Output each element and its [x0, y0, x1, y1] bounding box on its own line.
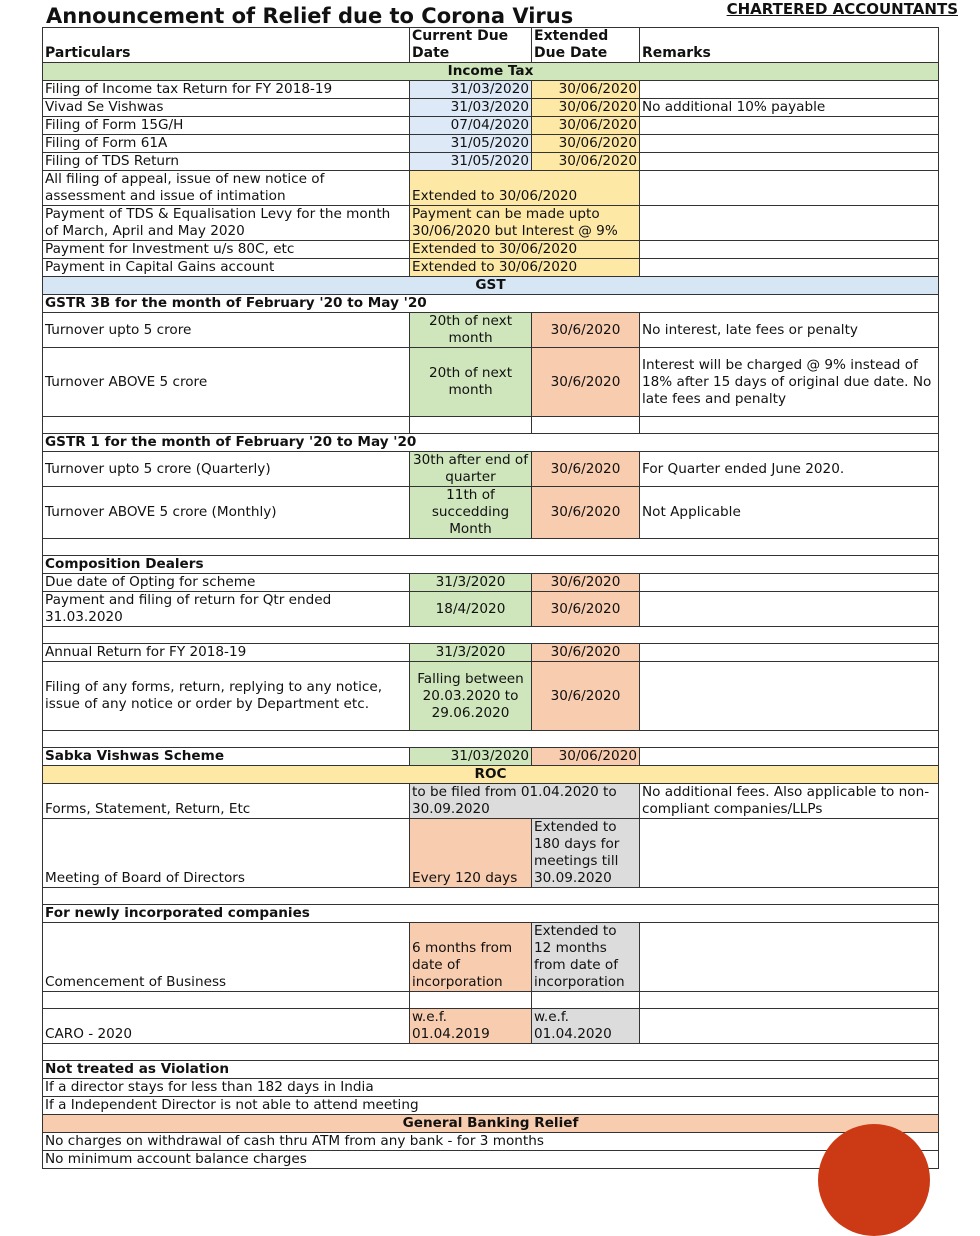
current-date-cell: 31/3/2020 [410, 574, 532, 592]
subheading-gstr3b: GSTR 3B for the month of February '20 to May '20 [43, 295, 939, 313]
header-current-due-date: Current Due Date [410, 28, 532, 63]
subheading-new-companies: For newly incorporated companies [43, 905, 939, 923]
extended-date-cell: 30/06/2020 [532, 135, 640, 153]
particulars-cell: Annual Return for FY 2018-19 [43, 644, 410, 662]
table-row [43, 153, 939, 171]
current-date-cell: w.e.f. 01.04.2019 [410, 1009, 532, 1044]
merged-date-cell: Extended to 30/06/2020 [410, 259, 640, 277]
table-row [43, 81, 939, 99]
seal-circle [818, 1124, 930, 1236]
merged-date-cell: to be filed from 01.04.2020 to 30.09.2020 [410, 784, 640, 819]
particulars-cell: Turnover ABOVE 5 crore [43, 348, 410, 417]
header-remarks: Remarks [640, 28, 939, 63]
particulars-cell: Payment in Capital Gains account [43, 259, 410, 277]
particulars-cell: CARO - 2020 [43, 1009, 410, 1044]
current-date-cell: Falling between 20.03.2020 to 29.06.2020 [410, 662, 532, 731]
particulars-cell: Filing of Form 15G/H [43, 117, 410, 135]
particulars-cell: Due date of Opting for scheme [43, 574, 410, 592]
page-title: Announcement of Relief due to Corona Virus [46, 4, 574, 28]
current-date-cell: 11th of succedding Month [410, 487, 532, 539]
list-item: If a Independent Director is not able to attend meeting [43, 1097, 939, 1115]
remarks-cell [640, 1009, 939, 1044]
current-date-cell: Every 120 days [410, 819, 532, 888]
particulars-cell: Payment and filing of return for Qtr ended 31.03.2020 [43, 592, 410, 627]
header-particulars: Particulars [43, 28, 410, 63]
remarks-cell: No additional 10% payable [640, 99, 939, 117]
particulars-cell: Forms, Statement, Return, Etc [43, 784, 410, 819]
list-item: No charges on withdrawal of cash thru ATM from any bank - for 3 months [43, 1133, 939, 1151]
table-row [43, 241, 939, 259]
section-income-tax: Income Tax [43, 63, 939, 81]
spacer-row [43, 539, 939, 556]
current-date-cell: 31/03/2020 [410, 99, 532, 117]
remarks-cell [640, 644, 939, 662]
particulars-cell: Payment for Investment u/s 80C, etc [43, 241, 410, 259]
remarks-cell [640, 241, 939, 259]
extended-date-cell: Extended to 180 days for meetings till 30.09.2020 [532, 819, 640, 888]
particulars-cell: Comencement of Business [43, 923, 410, 992]
current-date-cell: 20th of next month [410, 313, 532, 348]
remarks-cell: Interest will be charged @ 9% instead of 18% after 15 days of original due date. No late fees and penalty [640, 348, 939, 417]
remarks-cell [640, 662, 939, 731]
table-row [43, 923, 939, 992]
firm-name: CHARTERED ACCOUNTANTS [726, 0, 958, 18]
merged-date-cell: Extended to 30/06/2020 [410, 241, 640, 259]
table-row [43, 313, 939, 348]
extended-date-cell: 30/06/2020 [532, 81, 640, 99]
table-row [43, 135, 939, 153]
extended-date-cell: 30/06/2020 [532, 748, 640, 766]
spacer-row [43, 417, 939, 434]
remarks-cell [640, 923, 939, 992]
particulars-cell: Filing of TDS Return [43, 153, 410, 171]
table-row [43, 99, 939, 117]
table-row [43, 452, 939, 487]
subheading-violation: Not treated as Violation [43, 1061, 939, 1079]
remarks-cell [640, 135, 939, 153]
current-date-cell: 31/05/2020 [410, 153, 532, 171]
table-row [43, 487, 939, 539]
spacer-row [43, 1044, 939, 1061]
extended-date-cell: 30/06/2020 [532, 153, 640, 171]
table-row [43, 644, 939, 662]
current-date-cell: 6 months from date of incorporation [410, 923, 532, 992]
table-row [43, 348, 939, 417]
remarks-cell: No additional fees. Also applicable to non-compliant companies/LLPs [640, 784, 939, 819]
remarks-cell [640, 153, 939, 171]
remarks-cell [640, 819, 939, 888]
header-row [43, 28, 939, 63]
table-row [43, 171, 939, 206]
remarks-cell [640, 592, 939, 627]
list-item: No minimum account balance charges [43, 1151, 939, 1169]
current-date-cell: 30th after end of quarter [410, 452, 532, 487]
list-item: If a director stays for less than 182 days in India [43, 1079, 939, 1097]
particulars-cell: Filing of any forms, return, replying to any notice, issue of any notice or order by Department etc. [43, 662, 410, 731]
section-roc: ROC [43, 766, 939, 784]
particulars-cell: Payment of TDS & Equalisation Levy for the month of March, April and May 2020 [43, 206, 410, 241]
remarks-cell [640, 574, 939, 592]
remarks-cell [640, 748, 939, 766]
particulars-cell: Filing of Form 61A [43, 135, 410, 153]
particulars-cell: Turnover ABOVE 5 crore (Monthly) [43, 487, 410, 539]
table-row [43, 748, 939, 766]
current-date-cell: 31/3/2020 [410, 644, 532, 662]
relief-table [42, 27, 939, 1169]
particulars-cell: Turnover upto 5 crore (Quarterly) [43, 452, 410, 487]
extended-date-cell: 30/6/2020 [532, 313, 640, 348]
remarks-cell [640, 171, 939, 206]
table-row [43, 117, 939, 135]
current-date-cell: 31/03/2020 [410, 748, 532, 766]
merged-date-cell: Payment can be made upto 30/06/2020 but Interest @ 9% [410, 206, 640, 241]
remarks-cell [640, 117, 939, 135]
merged-date-cell: Extended to 30/06/2020 [410, 171, 640, 206]
particulars-cell: Sabka Vishwas Scheme [43, 748, 410, 766]
table-row [43, 574, 939, 592]
particulars-cell: Filing of Income tax Return for FY 2018-19 [43, 81, 410, 99]
table-row [43, 784, 939, 819]
table-row [43, 206, 939, 241]
extended-date-cell: 30/06/2020 [532, 99, 640, 117]
extended-date-cell: 30/06/2020 [532, 117, 640, 135]
current-date-cell: 20th of next month [410, 348, 532, 417]
extended-date-cell: 30/6/2020 [532, 644, 640, 662]
table-row [43, 592, 939, 627]
spacer-row [43, 731, 939, 748]
extended-date-cell: 30/6/2020 [532, 348, 640, 417]
extended-date-cell: w.e.f. 01.04.2020 [532, 1009, 640, 1044]
extended-date-cell: Extended to 12 months from date of incorporation [532, 923, 640, 992]
current-date-cell: 31/05/2020 [410, 135, 532, 153]
extended-date-cell: 30/6/2020 [532, 574, 640, 592]
extended-date-cell: 30/6/2020 [532, 487, 640, 539]
current-date-cell: 31/03/2020 [410, 81, 532, 99]
spacer-row [43, 888, 939, 905]
current-date-cell: 07/04/2020 [410, 117, 532, 135]
header-extended-due-date: Extended Due Date [532, 28, 640, 63]
extended-date-cell: 30/6/2020 [532, 662, 640, 731]
remarks-cell: No interest, late fees or penalty [640, 313, 939, 348]
spacer-row [43, 992, 939, 1009]
section-banking: General Banking Relief [43, 1115, 939, 1133]
particulars-cell: Vivad Se Vishwas [43, 99, 410, 117]
remarks-cell [640, 259, 939, 277]
section-gst: GST [43, 277, 939, 295]
current-date-cell: 18/4/2020 [410, 592, 532, 627]
remarks-cell: Not Applicable [640, 487, 939, 539]
table-row [43, 819, 939, 888]
remarks-cell [640, 81, 939, 99]
table-row [43, 662, 939, 731]
table-row [43, 1009, 939, 1044]
particulars-cell: Meeting of Board of Directors [43, 819, 410, 888]
subheading-gstr1: GSTR 1 for the month of February '20 to May '20 [43, 434, 939, 452]
particulars-cell: All filing of appeal, issue of new notice of assessment and issue of intimation [43, 171, 410, 206]
subheading-composition: Composition Dealers [43, 556, 939, 574]
table-row [43, 259, 939, 277]
remarks-cell [640, 206, 939, 241]
extended-date-cell: 30/6/2020 [532, 452, 640, 487]
particulars-cell: Turnover upto 5 crore [43, 313, 410, 348]
remarks-cell: For Quarter ended June 2020. [640, 452, 939, 487]
extended-date-cell: 30/6/2020 [532, 592, 640, 627]
spacer-row [43, 627, 939, 644]
